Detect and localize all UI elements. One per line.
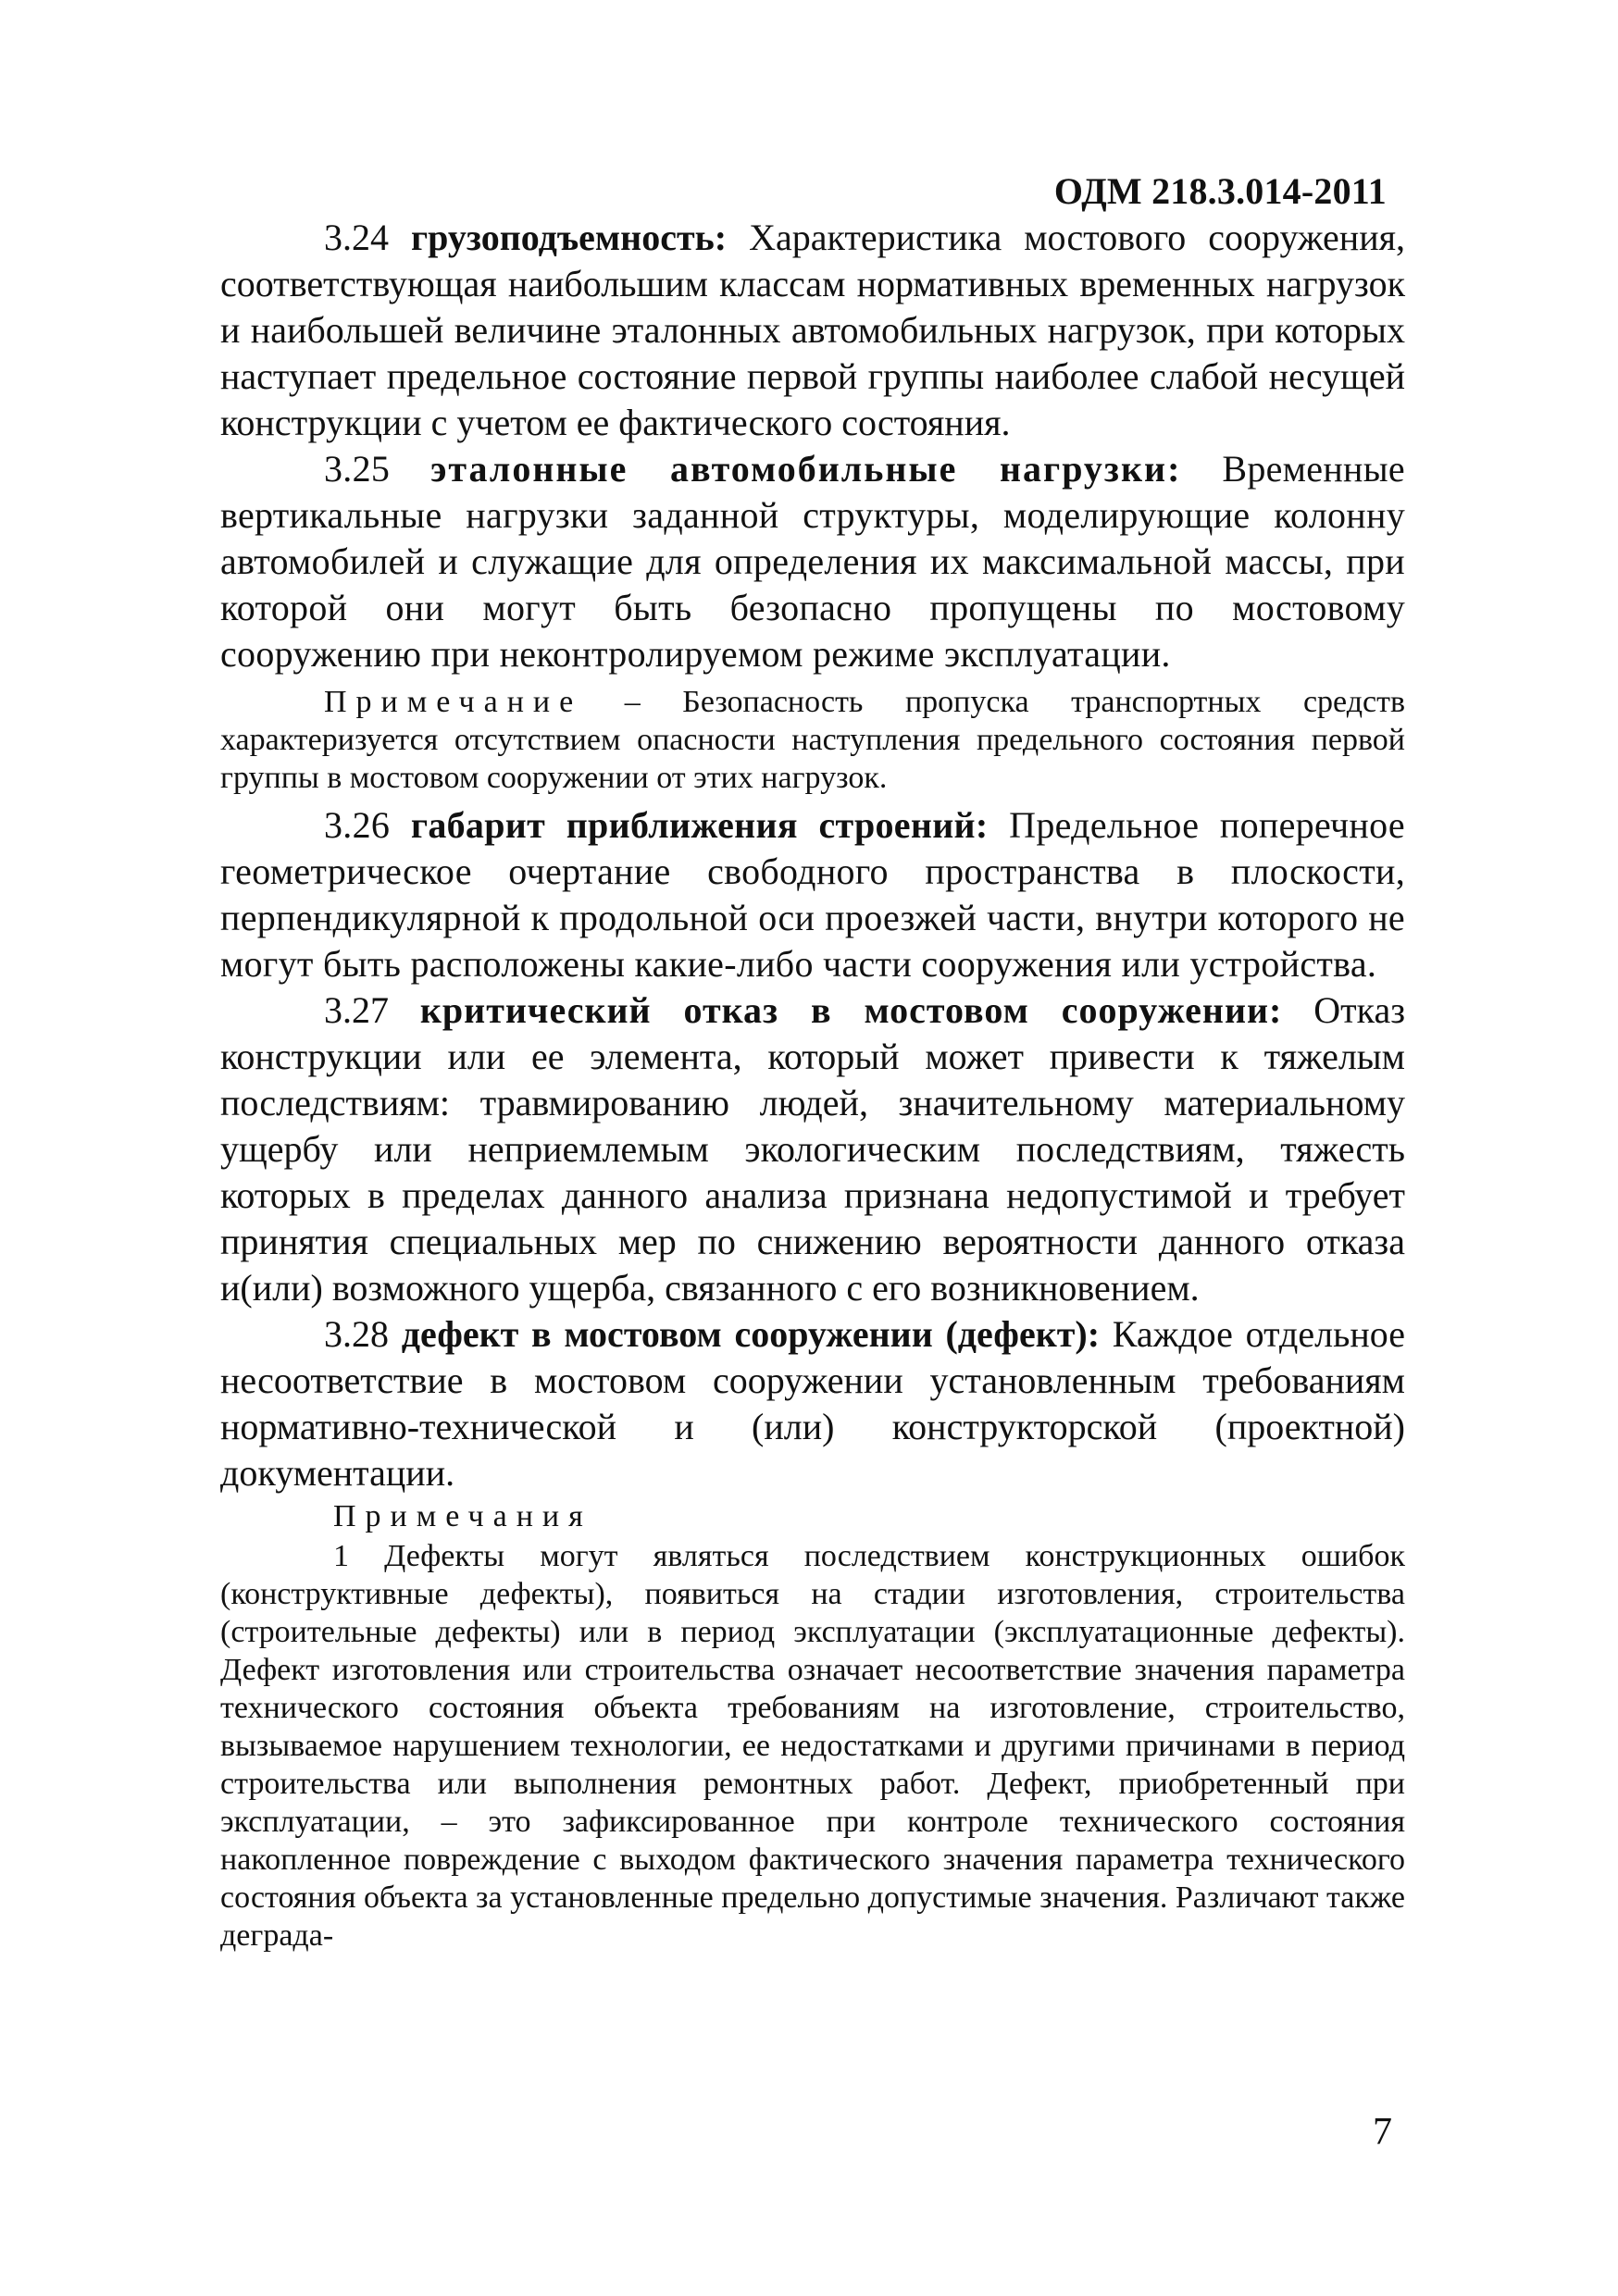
section-3-24 — [220, 215, 1405, 446]
term-definition: Временные вертикальные нагрузки заданной структуры, моделирующие колонну автомобилей и служащие для определения их максимальной массы, при которой они могут быть безопасно пропущены по мостовому сооружению при неконтролируемом режиме эксплуатации. — [220, 448, 1405, 675]
section-3-27 — [220, 987, 1405, 1311]
page-number: 7 — [1373, 2111, 1392, 2153]
note-item-1: 1 Дефекты могут являться последствием конструкционных ошибок (конструктивные дефекты), появиться на стадии изготовления, строительства (строительные дефекты) или в период эксплуатации (эксплуатационные дефекты). Дефект изготовления или строительства означает несоответствие значения параметра технического состояния объекта требованиям на изготовление, строительство, вызываемое нарушением технологии, ее недостатками и другими причинами в период строительства или выполнения ремонтных работ. Дефект, приобретенный при эксплуатации, – это зафиксированное при контроле технического состояния накопленное повреждение с выходом фактического значения параметра технического состояния объекта за установленные предельно допустимые значения. Различают также деграда- — [220, 1539, 1405, 1953]
term-definition: Предельное поперечное геометрическое очертание свободного пространства в плоскости, перпендикулярной к продольной оси проезжей части, внутри которого не могут быть расположены какие-либо части сооружения или устройства. — [220, 804, 1405, 985]
section-number: 3.27 — [324, 989, 389, 1031]
document-code: ОДМ 218.3.014-2011 — [1053, 170, 1387, 212]
section-3-28 — [220, 1311, 1405, 1496]
term-heading: грузоподъемность: — [410, 217, 728, 258]
term-heading: дефект в мостовом сооружении (дефект): — [401, 1313, 1101, 1355]
section-3-25 — [220, 446, 1405, 677]
document-body — [220, 215, 1405, 1955]
term-definition: Каждое отдельное несоответствие в мостовом сооружении установленным требованиям нормативно-технической и (или) конструкторской (проектной) документации. — [220, 1313, 1406, 1494]
term-heading: эталонные автомобильные нагрузки: — [430, 448, 1182, 490]
term-heading: критический отказ в мостовом сооружении: — [419, 989, 1283, 1031]
note-text: Безопасность пропуска транспортных средств характеризуется отсутствием опасности наступления предельного состояния первой группы в мостовом сооружении от этих нагрузок. — [220, 685, 1405, 795]
section-number: 3.24 — [324, 217, 389, 258]
section-number: 3.26 — [324, 804, 391, 846]
section-number: 3.28 — [324, 1313, 389, 1355]
section-number: 3.25 — [324, 448, 391, 490]
section-3-26 — [220, 802, 1405, 987]
term-definition: Отказ конструкции или ее элемента, который может привести к тяжелым последствиям: травмированию людей, значительному материальному ущербу или неприемлемым экологическим последствиям, тяжесть которых в пределах данного анализа признана недопустимой и требует принятия специальных мер по снижению вероятности данного отказа и(или) возможного ущерба, связанного с его возникновением. — [220, 989, 1406, 1309]
note-dash: – — [582, 685, 683, 719]
note-label: Примечание — [324, 685, 583, 719]
term-definition: Характеристика мостового сооружения, соответствующая наибольшим классам нормативных временных нагрузок и наибольшей величине эталонных автомобильных нагрузок, при которых наступает предельное состояние первой группы наиболее слабой несущей конструкции с учетом ее фактического состояния. — [220, 217, 1405, 443]
notes-heading: Примечания — [333, 1499, 592, 1533]
note-3-25 — [220, 683, 1405, 797]
term-heading: габарит приближения строений: — [410, 804, 989, 846]
